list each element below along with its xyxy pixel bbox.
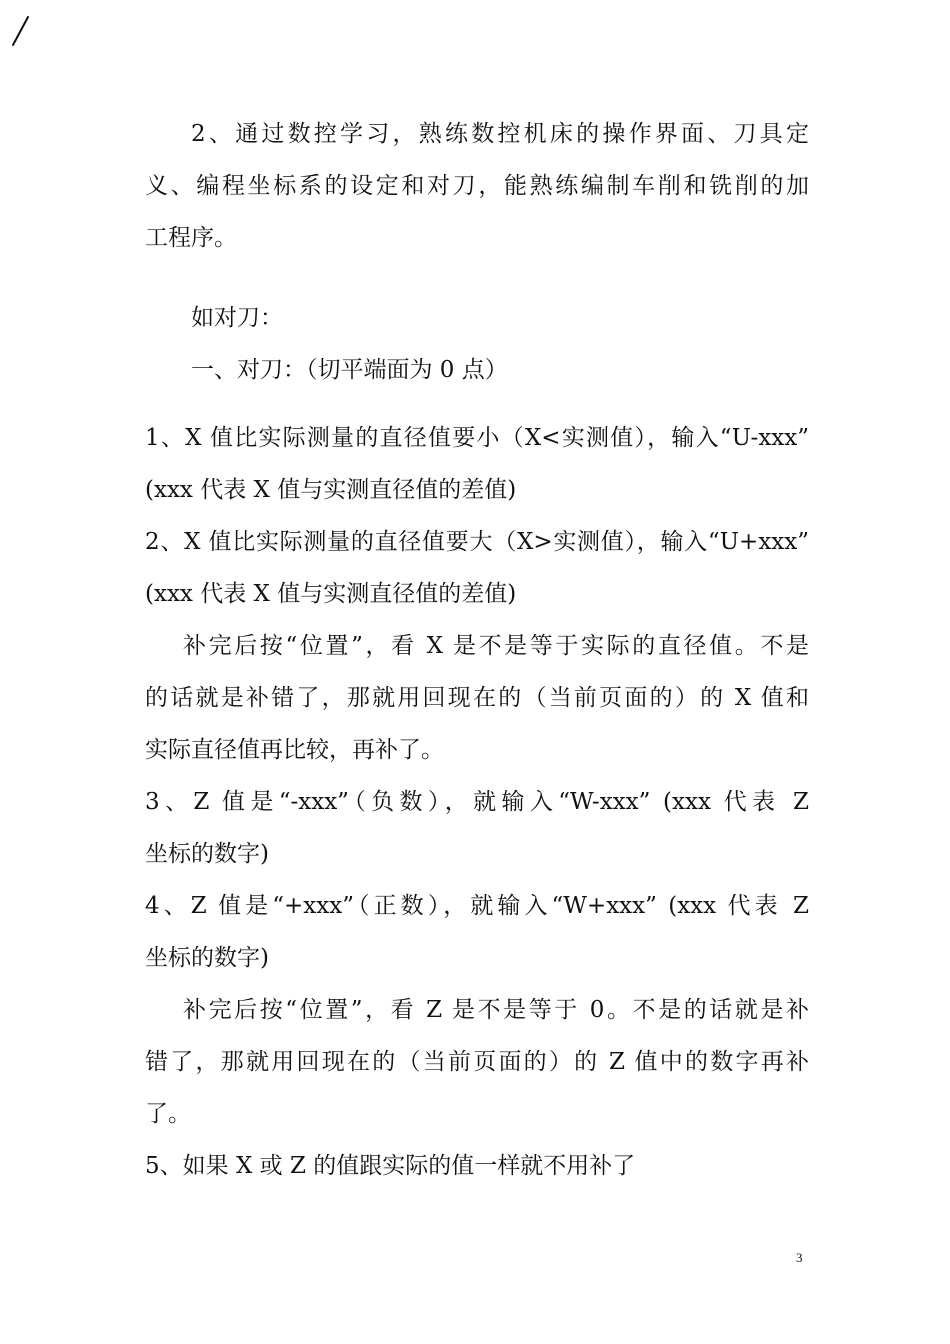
section-heading: 一、对刀：（切平端面为 0 点） <box>191 357 508 383</box>
page-number: 3 <box>796 1250 803 1265</box>
note-line: 错了，那就用回现在的（当前页面的）的 Z 值中的数字再补 <box>145 1049 809 1075</box>
note-z <box>145 984 809 1140</box>
paragraph-line: 工程序。 <box>145 225 237 251</box>
note-line: 补完后按“位置”，看 Z 是不是等于 0。不是的话就是补 <box>183 997 809 1023</box>
item-line: (xxx 代表 X 值与实测直径值的差值) <box>145 581 517 607</box>
item-5: 5、如果 X 或 Z 的值跟实际的值一样就不用补了 <box>145 1153 636 1179</box>
page-body <box>145 108 809 1192</box>
item-4 <box>145 880 809 984</box>
note-x <box>145 620 809 776</box>
item-line: 2、X 值比实际测量的直径值要大（X>实测值），输入“U+xxx” <box>145 529 809 555</box>
note-line: 的话就是补错了，那就用回现在的（当前页面的）的 X 值和 <box>145 685 809 711</box>
example-heading: 如对刀： <box>191 305 283 331</box>
item-line: 3、Z 值是“-xxx”（负数），就输入“W-xxx” (xxx 代表 Z <box>145 789 809 815</box>
item-3 <box>145 776 809 880</box>
item-line: 1、X 值比实际测量的直径值要小（X<实测值），输入“U-xxx” <box>145 425 809 451</box>
item-line: (xxx 代表 X 值与实测直径值的差值) <box>145 477 517 503</box>
item-line: 坐标的数字) <box>145 841 269 867</box>
paragraph-line: 义、编程坐标系的设定和对刀，能熟练编制车削和铣削的加 <box>145 173 809 199</box>
item-line: 4、Z 值是“+xxx”（正数），就输入“W+xxx” (xxx 代表 Z <box>145 893 809 919</box>
note-line: 实际直径值再比较，再补了。 <box>145 737 444 763</box>
item-line: 坐标的数字) <box>145 945 269 971</box>
item-1 <box>145 412 809 516</box>
note-line: 了。 <box>145 1101 191 1127</box>
note-line: 补完后按“位置”，看 X 是不是等于实际的直径值。不是 <box>183 633 809 659</box>
paragraph-line: 2、通过数控学习，熟练数控机床的操作界面、刀具定 <box>191 121 809 147</box>
item-2 <box>145 516 809 620</box>
pen-stroke-mark <box>8 14 32 48</box>
paragraph-2 <box>145 108 809 264</box>
